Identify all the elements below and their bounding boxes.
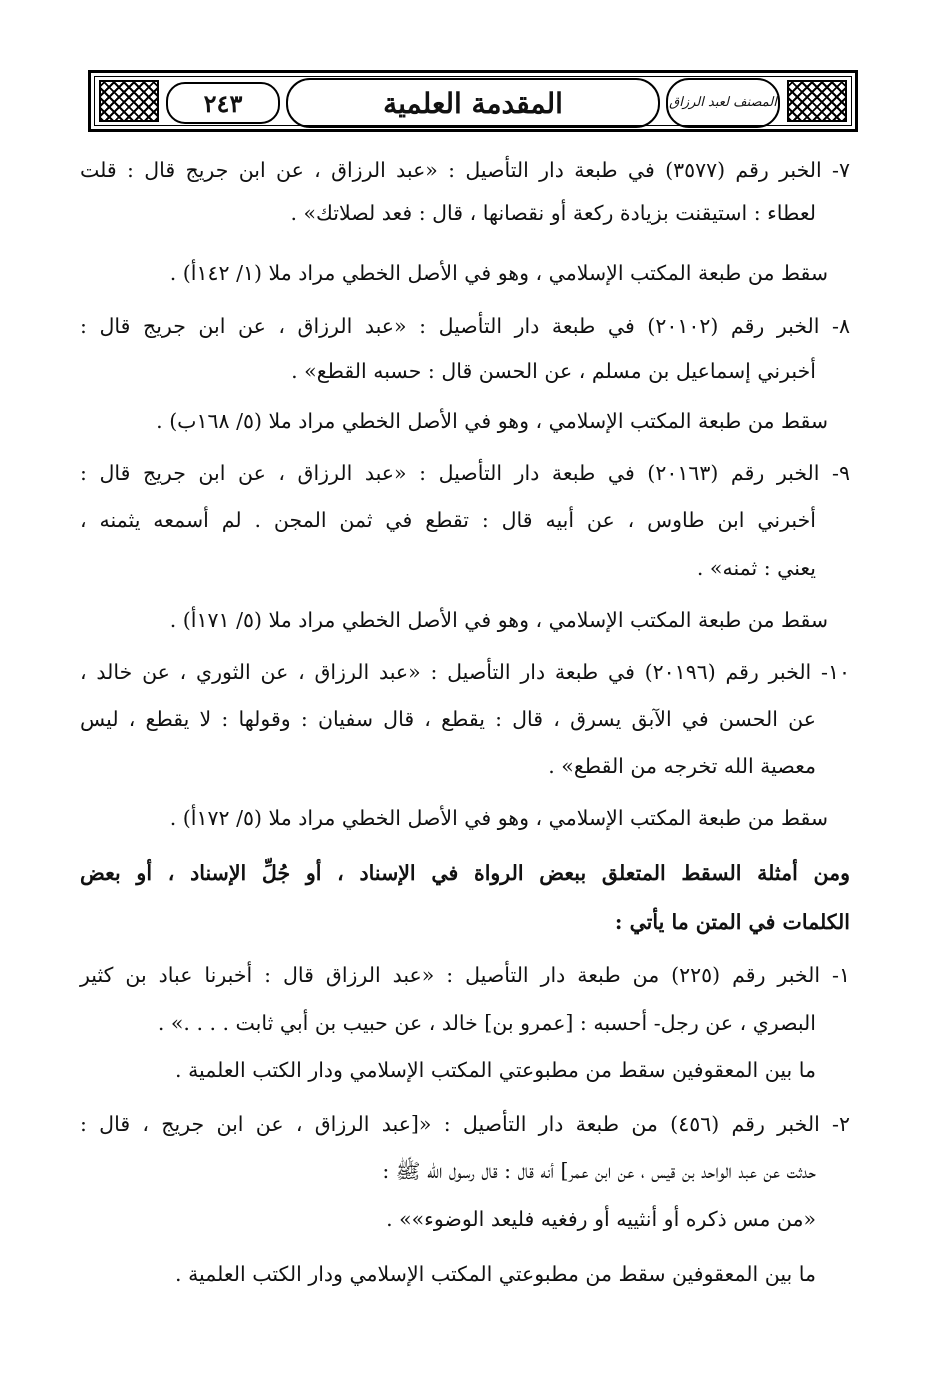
text-line: ١- الخبر رقم (٢٢٥) من طبعة دار التأصيل : «عبد الرزاق قال : أخبرنا عباد بن كثير (80, 963, 850, 987)
text-line: ٧- الخبر رقم (٣٥٧٧) في طبعة دار التأصيل : «عبد الرزاق ، عن ابن جريج قال : قلت (80, 158, 850, 182)
header-title-cartouche (286, 78, 660, 128)
page-number-badge (166, 82, 280, 124)
text-line: أخبرني ابن طاوس ، عن أبيه قال : تقطع في ثمن المجن . لم أسمعه يثمنه ، (80, 508, 816, 532)
text-line: يعني : ثمنه» . (696, 556, 816, 580)
text-line: ١٠- الخبر رقم (٢٠١٩٦) في طبعة دار التأصيل : «عبد الرزاق ، عن الثوري ، عن خالد ، (80, 660, 850, 684)
text-line: سقط من طبعة المكتب الإسلامي ، وهو في الأصل الخطي مراد ملا (٥/ ١٧١أ) . (169, 608, 828, 632)
book-emblem-text: المصنف لعبد الرزاق (669, 95, 777, 110)
header-ornament-left (99, 80, 159, 122)
text-line: عن الحسن في الآبق يسرق ، قال : يقطع ، قال سفيان : وقولها : لا يقطع ، ليس (80, 707, 816, 731)
page-title: المقدمة العلمية (383, 86, 563, 120)
text-line: سقط من طبعة المكتب الإسلامي ، وهو في الأصل الخطي مراد ملا (٥/ ١٦٨ب) . (156, 409, 828, 433)
text-line: أخبرني إسماعيل بن مسلم ، عن الحسن قال : حسبه القطع» . (291, 359, 816, 383)
book-emblem (666, 78, 780, 128)
text-line: «من مس ذكره أو أنثييه أو رفغيه فليعد الوضوء»» . (386, 1207, 816, 1231)
page-number: ٢٤٣ (203, 88, 243, 118)
text-line: معصية الله تخرجه من القطع» . (548, 754, 816, 778)
text-line: حدثت عن عبد الواحد بن قيس ، عن ابن عمر] أنه قال : قال رسول الله ﷺ : (382, 1159, 816, 1183)
header-ornament-right (787, 80, 847, 122)
text-line: ما بين المعقوفين سقط من مطبوعتي المكتب الإسلامي ودار الكتب العلمية . (175, 1058, 816, 1082)
section-heading-line: ومن أمثلة السقط المتعلق ببعض الرواة في الإسناد ، أو جُلِّ الإسناد ، أو بعض (80, 861, 850, 885)
page-header-frame (88, 70, 858, 132)
text-line: البصري ، عن رجل- أحسبه : [عمرو بن] خالد ، عن حبيب بن أبي ثابت . . . .» . (157, 1011, 816, 1035)
text-line: لعطاء : استيقنت بزيادة ركعة أو نقصانها ، قال : فعد لصلاتك» . (290, 201, 816, 225)
text-line: ما بين المعقوفين سقط من مطبوعتي المكتب الإسلامي ودار الكتب العلمية . (175, 1262, 816, 1286)
text-line: ٨- الخبر رقم (٢٠١٠٢) في طبعة دار التأصيل : «عبد الرزاق ، عن ابن جريج قال : (80, 314, 850, 338)
text-line: سقط من طبعة المكتب الإسلامي ، وهو في الأصل الخطي مراد ملا (١/ ١٤٢أ) . (169, 261, 828, 285)
text-line: ٩- الخبر رقم (٢٠١٦٣) في طبعة دار التأصيل : «عبد الرزاق ، عن ابن جريج قال : (80, 461, 850, 485)
text-line: سقط من طبعة المكتب الإسلامي ، وهو في الأصل الخطي مراد ملا (٥/ ١٧٢أ) . (169, 806, 828, 830)
section-heading-line: الكلمات في المتن ما يأتي : (614, 910, 850, 934)
text-line: ٢- الخبر رقم (٤٥٦) من طبعة دار التأصيل : «[عبد الرزاق ، عن ابن جريج ، قال : (80, 1112, 850, 1136)
header-cartouche-row (166, 78, 780, 124)
